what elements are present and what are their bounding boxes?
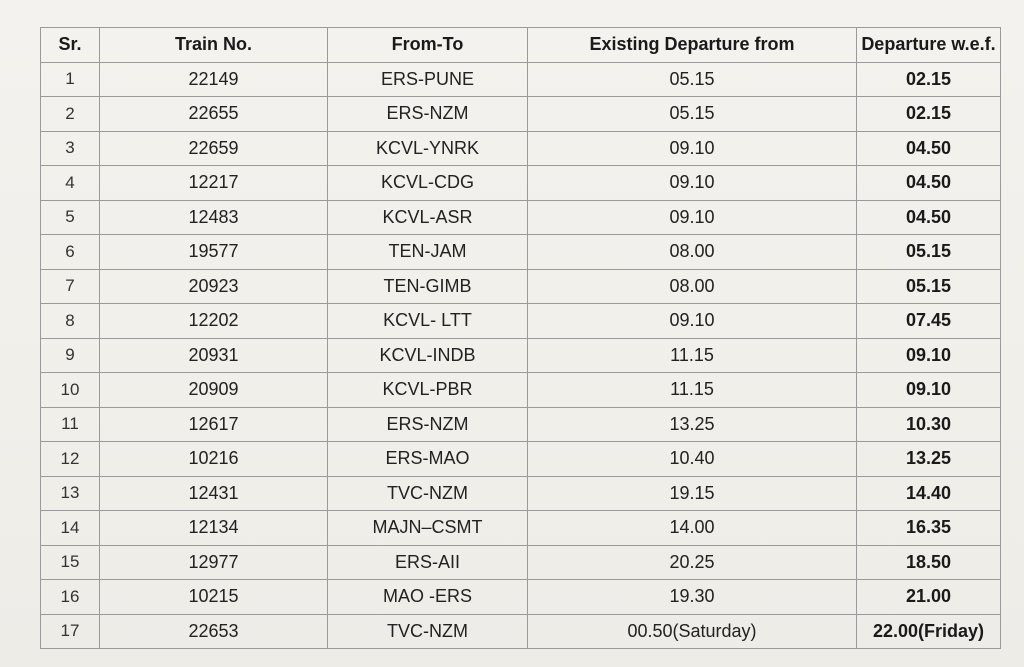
cell-sr: 7 (41, 269, 100, 304)
cell-train-no: 22659 (100, 131, 328, 166)
cell-train-no: 12217 (100, 166, 328, 201)
cell-sr: 1 (41, 62, 100, 97)
table-row (41, 166, 1001, 201)
table-row (41, 131, 1001, 166)
cell-train-no: 10215 (100, 580, 328, 615)
cell-sr: 15 (41, 545, 100, 580)
cell-existing-departure: 10.40 (528, 442, 857, 477)
cell-existing-departure: 09.10 (528, 166, 857, 201)
cell-train-no: 20931 (100, 338, 328, 373)
cell-sr: 10 (41, 373, 100, 408)
cell-train-no: 12202 (100, 304, 328, 339)
cell-existing-departure: 19.15 (528, 476, 857, 511)
cell-new-departure: 14.40 (857, 476, 1001, 511)
cell-existing-departure: 20.25 (528, 545, 857, 580)
cell-train-no: 10216 (100, 442, 328, 477)
cell-existing-departure: 09.10 (528, 200, 857, 235)
cell-new-departure: 05.15 (857, 269, 1001, 304)
cell-existing-departure: 09.10 (528, 131, 857, 166)
cell-sr: 11 (41, 407, 100, 442)
table-body (41, 62, 1001, 649)
table-row (41, 511, 1001, 546)
cell-from-to: KCVL-YNRK (328, 131, 528, 166)
cell-sr: 2 (41, 97, 100, 132)
cell-train-no: 20923 (100, 269, 328, 304)
cell-existing-departure: 13.25 (528, 407, 857, 442)
cell-from-to: ERS-AII (328, 545, 528, 580)
table-row (41, 62, 1001, 97)
table-row (41, 476, 1001, 511)
cell-from-to: ERS-MAO (328, 442, 528, 477)
cell-sr: 3 (41, 131, 100, 166)
cell-existing-departure: 08.00 (528, 269, 857, 304)
cell-from-to: MAO -ERS (328, 580, 528, 615)
header-existing-departure: Existing Departure from (528, 28, 857, 63)
cell-train-no: 22653 (100, 614, 328, 649)
cell-existing-departure: 11.15 (528, 373, 857, 408)
header-row (41, 28, 1001, 63)
cell-existing-departure: 14.00 (528, 511, 857, 546)
cell-existing-departure: 00.50(Saturday) (528, 614, 857, 649)
cell-sr: 17 (41, 614, 100, 649)
cell-train-no: 12483 (100, 200, 328, 235)
table-row (41, 442, 1001, 477)
cell-train-no: 12977 (100, 545, 328, 580)
cell-from-to: ERS-NZM (328, 97, 528, 132)
cell-train-no: 12134 (100, 511, 328, 546)
cell-new-departure: 05.15 (857, 235, 1001, 270)
cell-from-to: TEN-JAM (328, 235, 528, 270)
cell-new-departure: 18.50 (857, 545, 1001, 580)
cell-existing-departure: 05.15 (528, 62, 857, 97)
table-row (41, 373, 1001, 408)
cell-new-departure: 21.00 (857, 580, 1001, 615)
cell-existing-departure: 11.15 (528, 338, 857, 373)
cell-new-departure: 09.10 (857, 338, 1001, 373)
cell-new-departure: 02.15 (857, 62, 1001, 97)
cell-from-to: ERS-PUNE (328, 62, 528, 97)
cell-new-departure: 02.15 (857, 97, 1001, 132)
header-train-no: Train No. (100, 28, 328, 63)
cell-new-departure: 07.45 (857, 304, 1001, 339)
cell-existing-departure: 09.10 (528, 304, 857, 339)
cell-new-departure: 16.35 (857, 511, 1001, 546)
table-row (41, 235, 1001, 270)
cell-sr: 5 (41, 200, 100, 235)
cell-existing-departure: 08.00 (528, 235, 857, 270)
cell-from-to: TVC-NZM (328, 476, 528, 511)
header-from-to: From-To (328, 28, 528, 63)
cell-train-no: 20909 (100, 373, 328, 408)
table-header (41, 28, 1001, 63)
cell-train-no: 22655 (100, 97, 328, 132)
cell-sr: 9 (41, 338, 100, 373)
cell-new-departure: 04.50 (857, 166, 1001, 201)
table-row (41, 304, 1001, 339)
cell-new-departure: 22.00(Friday) (857, 614, 1001, 649)
cell-from-to: ERS-NZM (328, 407, 528, 442)
cell-from-to: KCVL-PBR (328, 373, 528, 408)
cell-sr: 8 (41, 304, 100, 339)
table-row (41, 545, 1001, 580)
table-row (41, 580, 1001, 615)
cell-new-departure: 04.50 (857, 200, 1001, 235)
table-row (41, 338, 1001, 373)
cell-new-departure: 09.10 (857, 373, 1001, 408)
cell-from-to: KCVL- LTT (328, 304, 528, 339)
cell-train-no: 12617 (100, 407, 328, 442)
cell-existing-departure: 19.30 (528, 580, 857, 615)
cell-from-to: KCVL-ASR (328, 200, 528, 235)
cell-new-departure: 04.50 (857, 131, 1001, 166)
cell-sr: 13 (41, 476, 100, 511)
cell-train-no: 12431 (100, 476, 328, 511)
cell-from-to: TVC-NZM (328, 614, 528, 649)
cell-sr: 14 (41, 511, 100, 546)
cell-from-to: KCVL-CDG (328, 166, 528, 201)
table-row (41, 97, 1001, 132)
cell-train-no: 19577 (100, 235, 328, 270)
table-row (41, 269, 1001, 304)
header-new-departure: Departure w.e.f. (857, 28, 1001, 63)
cell-train-no: 22149 (100, 62, 328, 97)
cell-new-departure: 13.25 (857, 442, 1001, 477)
cell-new-departure: 10.30 (857, 407, 1001, 442)
train-timetable (40, 27, 1001, 649)
cell-sr: 4 (41, 166, 100, 201)
table-row (41, 614, 1001, 649)
cell-sr: 16 (41, 580, 100, 615)
cell-from-to: MAJN–CSMT (328, 511, 528, 546)
table-row (41, 200, 1001, 235)
header-sr: Sr. (41, 28, 100, 63)
cell-from-to: KCVL-INDB (328, 338, 528, 373)
table-row (41, 407, 1001, 442)
cell-sr: 6 (41, 235, 100, 270)
cell-from-to: TEN-GIMB (328, 269, 528, 304)
cell-sr: 12 (41, 442, 100, 477)
cell-existing-departure: 05.15 (528, 97, 857, 132)
